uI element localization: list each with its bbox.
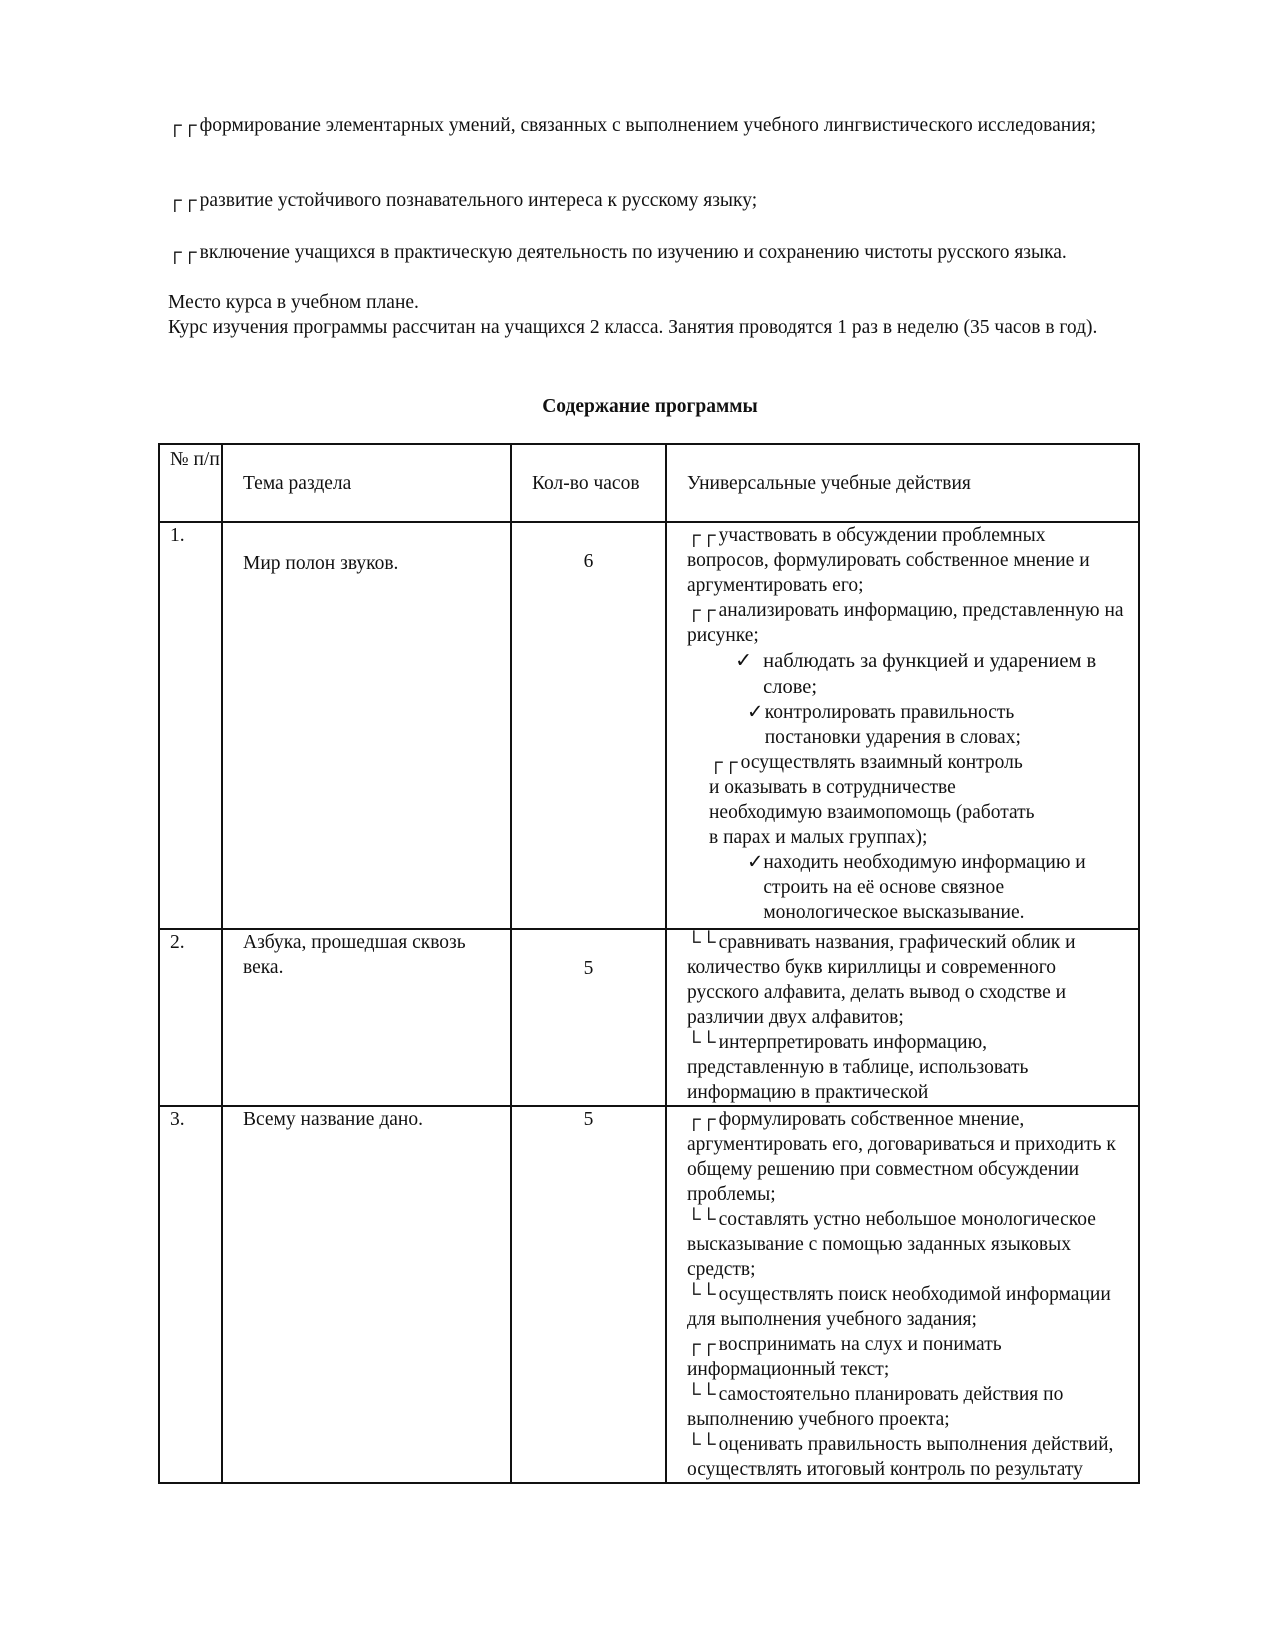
action-item (687, 648, 1128, 700)
row-actions (666, 522, 1139, 929)
action-item (687, 1332, 1128, 1382)
bullet-icon: └└ (687, 932, 717, 953)
action-text: самостоятельно планировать действия по выполнению учебного проекта; (687, 1384, 1064, 1430)
action-item (687, 1207, 1128, 1282)
bullet-icon: ┌┌ (168, 115, 198, 136)
row-num: 1. (159, 522, 222, 929)
checkmark-icon: ✓ (747, 852, 764, 873)
intro-text: включение учащихся в практическую деятельность по изучению и сохранению чистоты русского языка. (199, 242, 1067, 263)
action-text: осуществлять взаимный контроль и оказывать в сотрудничестве необходимую взаимопомощь (работать в парах и малых группах); (709, 752, 1035, 848)
action-text: формулировать собственное мнение, аргументировать его, договариваться и приходить к общему решению при совместном обсуждении проблемы; (687, 1109, 1116, 1205)
intro-item (168, 113, 1118, 138)
action-text: участвовать в обсуждении проблемных вопросов, формулировать собственное мнение и аргументировать его; (687, 525, 1090, 596)
action-item (687, 750, 1128, 850)
table-row (159, 1106, 1139, 1483)
intro-item (168, 188, 1118, 213)
action-text: контролировать правильность постановки ударения в словах; (764, 702, 1021, 748)
intro-item (168, 240, 1118, 265)
action-text: оценивать правильность выполнения действий, осуществлять итоговый контроль по результату (687, 1434, 1114, 1480)
bullet-icon: └└ (687, 1284, 717, 1305)
row-topic: Мир полон звуков. (222, 522, 511, 929)
action-text: воспринимать на слух и понимать информационный текст; (687, 1334, 1002, 1380)
bullet-icon: ┌┌ (687, 600, 717, 621)
action-item (687, 1030, 1078, 1105)
action-text: находить необходимую информацию и строить на её основе связное монологическое высказывание. (763, 852, 1086, 923)
bullet-icon: ┌┌ (168, 190, 198, 211)
action-item (687, 850, 1128, 925)
bullet-icon: ┌┌ (687, 1334, 717, 1355)
section-title: Содержание программы (542, 396, 758, 417)
header-topic: Тема раздела (222, 444, 511, 522)
bullet-icon: ┌┌ (168, 242, 198, 263)
table-row (159, 929, 1139, 1106)
action-item (687, 523, 1128, 598)
header-actions: Универсальные учебные действия (666, 444, 1139, 522)
action-item (687, 1107, 1128, 1207)
row-actions (666, 1106, 1139, 1483)
row-actions (666, 929, 1139, 1106)
action-text: сравнивать названия, графический облик и количество букв кириллицы и современного русского алфавита, делать вывод о сходстве и различии двух алфавитов; (687, 932, 1076, 1028)
row-hours: 5 (511, 1106, 666, 1483)
header-hours: Кол-во часов (511, 444, 666, 522)
action-item (687, 598, 1128, 648)
bullet-icon: ┌┌ (709, 752, 739, 773)
program-table (158, 443, 1140, 1484)
row-topic: Всему название дано. (222, 1106, 511, 1483)
action-item (687, 1382, 1128, 1432)
row-num: 2. (159, 929, 222, 1106)
action-text: составлять устно небольшое монологическое высказывание с помощью заданных языковых средств; (687, 1209, 1096, 1280)
action-text: анализировать информацию, представленную на рисунке; (687, 600, 1124, 646)
action-item (687, 1282, 1128, 1332)
checkmark-icon: ✓ (747, 702, 764, 723)
bullet-icon: ┌┌ (687, 525, 717, 546)
row-hours: 5 (511, 929, 666, 1106)
bullet-icon: └└ (687, 1209, 717, 1230)
header-num: № п/п (159, 444, 222, 522)
place-heading: Место курса в учебном плане. (168, 292, 419, 313)
action-text: наблюдать за функцией и ударением в слове; (763, 650, 1097, 698)
action-item (687, 700, 1128, 750)
bullet-icon: └└ (687, 1032, 717, 1053)
bullet-icon: ┌┌ (687, 1109, 717, 1130)
action-item (687, 1432, 1128, 1482)
intro-text: развитие устойчивого познавательного интереса к русскому языку; (199, 190, 758, 211)
action-item (687, 930, 1078, 1030)
bullet-icon: └└ (687, 1384, 717, 1405)
row-topic: Азбука, прошедшая сквозь века. (222, 929, 511, 1106)
table-row (159, 522, 1139, 929)
row-num: 3. (159, 1106, 222, 1483)
action-text: осуществлять поиск необходимой информации для выполнения учебного задания; (687, 1284, 1111, 1330)
table-header-row (159, 444, 1139, 522)
intro-text: формирование элементарных умений, связанных с выполнением учебного лингвистического исследования; (199, 115, 1097, 136)
checkmark-icon: ✓ (735, 650, 753, 672)
row-hours: 6 (511, 522, 666, 929)
bullet-icon: └└ (687, 1434, 717, 1455)
action-text: интерпретировать информацию, представленную в таблице, использовать информацию в практической (687, 1032, 1029, 1103)
place-text: Курс изучения программы рассчитан на учащихся 2 класса. Занятия проводятся 1 раз в неделю (35 часов в год). (168, 317, 1098, 338)
